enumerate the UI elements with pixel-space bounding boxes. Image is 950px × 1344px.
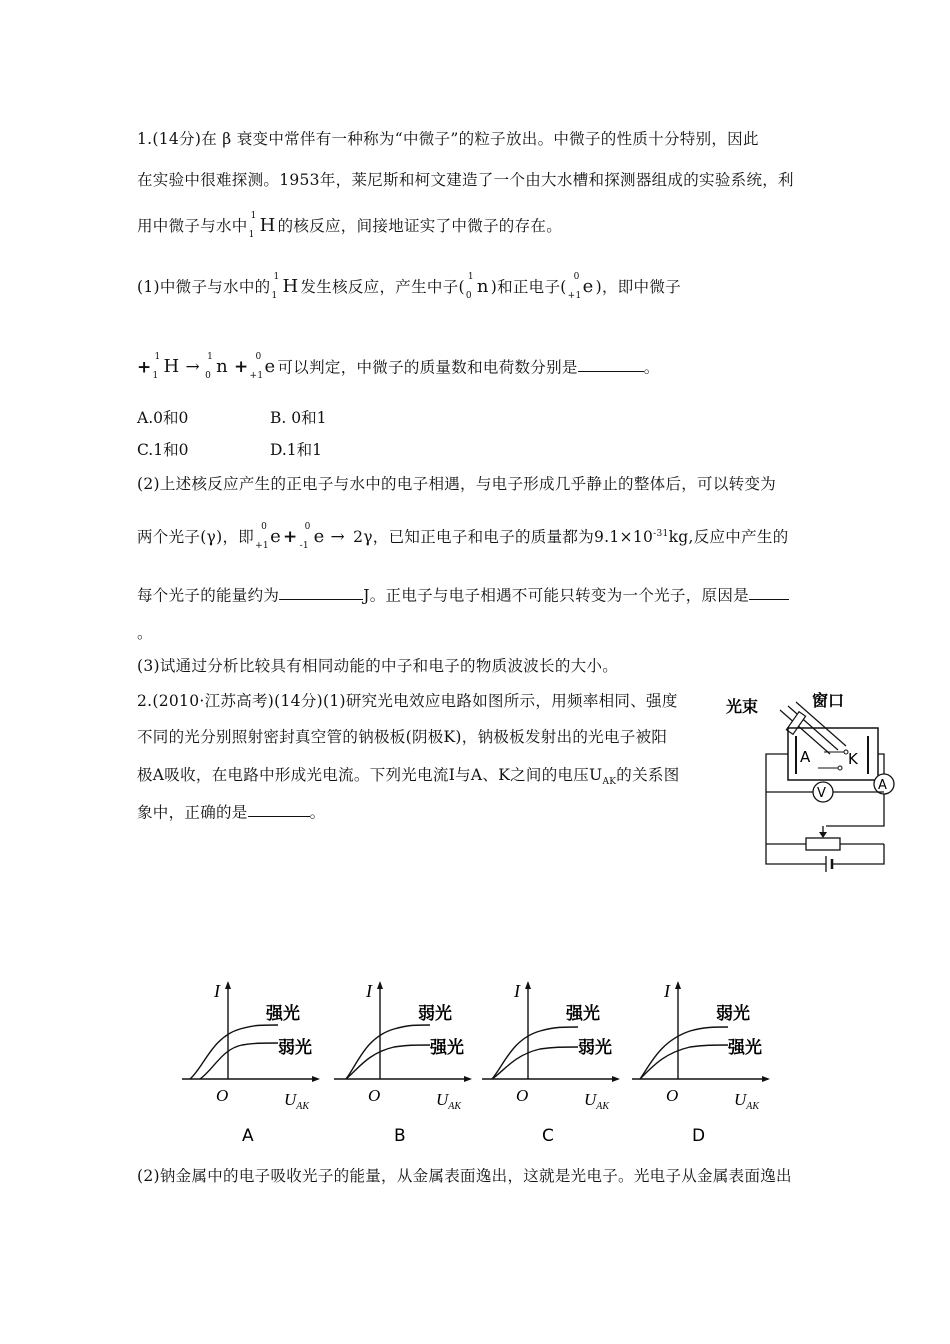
wire <box>878 754 884 774</box>
slider-arrow-icon <box>819 832 827 838</box>
upper-curve <box>640 1027 728 1079</box>
lower-curve-label: 强光 <box>430 1038 464 1058</box>
option-d: D.1和1 <box>270 441 323 459</box>
graph-option-label: A <box>242 1126 254 1146</box>
y-axis-arrow-icon <box>675 981 681 989</box>
q2-line3: 极A吸收，在电路中形成光电流。下列光电流I与A、K之间的电压$U_{AK}$的关系图 <box>137 766 680 788</box>
nuclide-electron: 0 -1 e <box>299 522 325 551</box>
y-axis-arrow-icon <box>525 981 531 989</box>
rheostat-icon <box>806 838 840 850</box>
x-axis-arrow-icon <box>612 1076 620 1082</box>
window-icon <box>786 712 805 735</box>
x-axis-label: $U_{AK}$ <box>284 1090 310 1112</box>
x-axis-arrow-icon <box>312 1076 320 1082</box>
q1-p1-text-c: )和正电子( <box>490 278 567 296</box>
x-axis-label: $U_{AK}$ <box>584 1090 610 1112</box>
upper-curve-label: 强光 <box>566 1004 600 1024</box>
light-beam-label: 光束 <box>726 697 759 716</box>
q1-p1 <box>137 272 681 301</box>
nuclide-positron: 0 +1 e <box>255 522 282 551</box>
q1-line3-text-b: 的核反应，间接地证实了中微子的存在。 <box>277 217 563 235</box>
origin-label: O <box>516 1086 529 1105</box>
q1-p1-text-a: (1)中微子与水中的 <box>137 278 271 296</box>
upper-curve <box>190 1025 278 1079</box>
answer-blank[interactable] <box>749 583 789 600</box>
nuclide-neutron: 1 0 n <box>465 272 489 301</box>
x-axis-arrow-icon <box>464 1076 472 1082</box>
lower-curve <box>346 1045 430 1079</box>
graph-option-label: C <box>542 1126 554 1146</box>
upper-curve-label: 弱光 <box>418 1004 452 1024</box>
nuclide-positron: 0 +1 e <box>249 352 276 382</box>
q1-line3-text-a: 用中微子与水中 <box>137 217 248 235</box>
q1-p2-line3: 每个光子的能量约为 J。正电子与电子相遇不可能只转变为一个光子，原因是 <box>137 583 789 605</box>
q1-line1: 1.(14分)在 β 衰变中常伴有一种称为“中微子”的粒子放出。中微子的性质十分特别，因此 <box>137 130 759 148</box>
nuclide-positron: 0 +1 e <box>567 272 594 301</box>
electron-icon <box>838 766 842 770</box>
upper-curve-label: 强光 <box>266 1004 300 1024</box>
y-axis-label: I <box>514 981 520 1001</box>
window-label: 窗口 <box>812 691 845 710</box>
origin-label: O <box>666 1086 679 1105</box>
lower-curve-label: 强光 <box>728 1038 762 1058</box>
q1-p2-line1: (2)上述核反应产生的正电子与水中的电子相遇，与电子形成几乎静止的整体后，可以转变为 <box>137 475 777 493</box>
q1-eq1-tail: 可以判定，中微子的质量数和电荷数分别是 <box>277 358 578 377</box>
y-axis-label: I <box>214 981 220 1001</box>
y-axis-arrow-icon <box>377 981 383 989</box>
option-a: A.0和0 <box>137 409 189 427</box>
electron-icon <box>844 750 848 754</box>
ammeter-label: A <box>878 778 887 793</box>
iu-graph-a <box>182 981 320 1146</box>
equation-plus: + <box>137 357 152 378</box>
nuclide-neutron: 1 0 n <box>205 352 228 382</box>
origin-label: O <box>368 1086 381 1105</box>
q1-p3: (3)试通过分析比较具有相同动能的中子和电子的物质波波长的大小。 <box>137 657 619 675</box>
answer-blank[interactable] <box>248 800 310 817</box>
answer-blank[interactable] <box>578 355 644 372</box>
lower-curve-label: 弱光 <box>578 1038 612 1058</box>
q1-equation-line: + 1 1 H → 1 0 n + 0 +1 e 可以判定，中微子的质量数和电荷数分别是 。 <box>137 352 660 382</box>
x-axis-arrow-icon <box>762 1076 770 1082</box>
q1-line2: 在实验中很难探测。1953年，莱尼斯和柯文建造了一个由大水槽和探测器组成的实验系统，利 <box>137 171 794 189</box>
lower-curve <box>492 1047 578 1079</box>
iu-graph-c <box>482 981 620 1146</box>
iu-graphs <box>170 975 790 1155</box>
q1-p2-line2: 两个光子(γ)，即 0 +1 e + 0 -1 e → 2γ，已知正电子和电子的质量都为$9.1\times 10^{-31}kg$,反应中产生的 <box>137 522 789 551</box>
y-axis-label: I <box>366 981 372 1001</box>
equation-plus: + <box>234 357 249 378</box>
nuclide-h: 1 1 H <box>248 211 276 240</box>
equation-plus: + <box>283 527 298 547</box>
equation-arrow: → <box>185 357 201 378</box>
equation-arrow: → <box>330 527 346 547</box>
q1-p1-text-b: 发生核反应，产生中子( <box>300 278 465 296</box>
x-axis-label: $U_{AK}$ <box>436 1090 462 1112</box>
iu-graph-b <box>334 981 472 1146</box>
q1-line3 <box>137 211 563 240</box>
y-axis-label: I <box>664 981 670 1001</box>
q2-line2: 不同的光分别照射密封真空管的钠极板(阴极K)，钠极板发射出的光电子被阳 <box>137 728 668 746</box>
cathode-label: K <box>848 750 858 768</box>
x-axis-label: $U_{AK}$ <box>734 1090 760 1112</box>
wire <box>826 794 884 826</box>
answer-blank[interactable] <box>279 583 363 600</box>
origin-label: O <box>216 1086 229 1105</box>
upper-curve <box>346 1025 430 1079</box>
iu-graph-d <box>632 981 770 1146</box>
photoelectric-circuit-diagram <box>720 688 900 888</box>
q2-line4: 象中，正确的是 。 <box>137 800 325 822</box>
lower-curve <box>640 1045 728 1079</box>
option-b: B. 0和1 <box>270 409 327 427</box>
graph-option-label: B <box>394 1126 406 1146</box>
y-axis-arrow-icon <box>225 981 231 989</box>
voltmeter-label: V <box>817 786 826 801</box>
upper-curve <box>492 1027 578 1079</box>
lower-curve <box>200 1043 278 1079</box>
anode-label: A <box>800 748 811 766</box>
upper-curve-label: 弱光 <box>716 1004 750 1024</box>
lower-curve-label: 弱光 <box>278 1038 312 1058</box>
q1-p2-line4: 。 <box>137 624 153 642</box>
option-c: C.1和0 <box>137 441 189 459</box>
graph-option-label: D <box>692 1126 706 1146</box>
nuclide-h: 1 1 H <box>271 272 299 301</box>
q2-line1: 2.(2010·江苏高考)(14分)(1)研究光电效应电路如图所示，用频率相同、强度 <box>137 692 678 710</box>
nuclide-h: 1 1 H <box>152 352 180 382</box>
q2-p2-line: (2)钠金属中的电子吸收光子的能量，从金属表面逸出，这就是光电子。光电子从金属表面逸出 <box>137 1167 792 1185</box>
q1-p1-text-d: )，即中微子 <box>595 278 681 296</box>
